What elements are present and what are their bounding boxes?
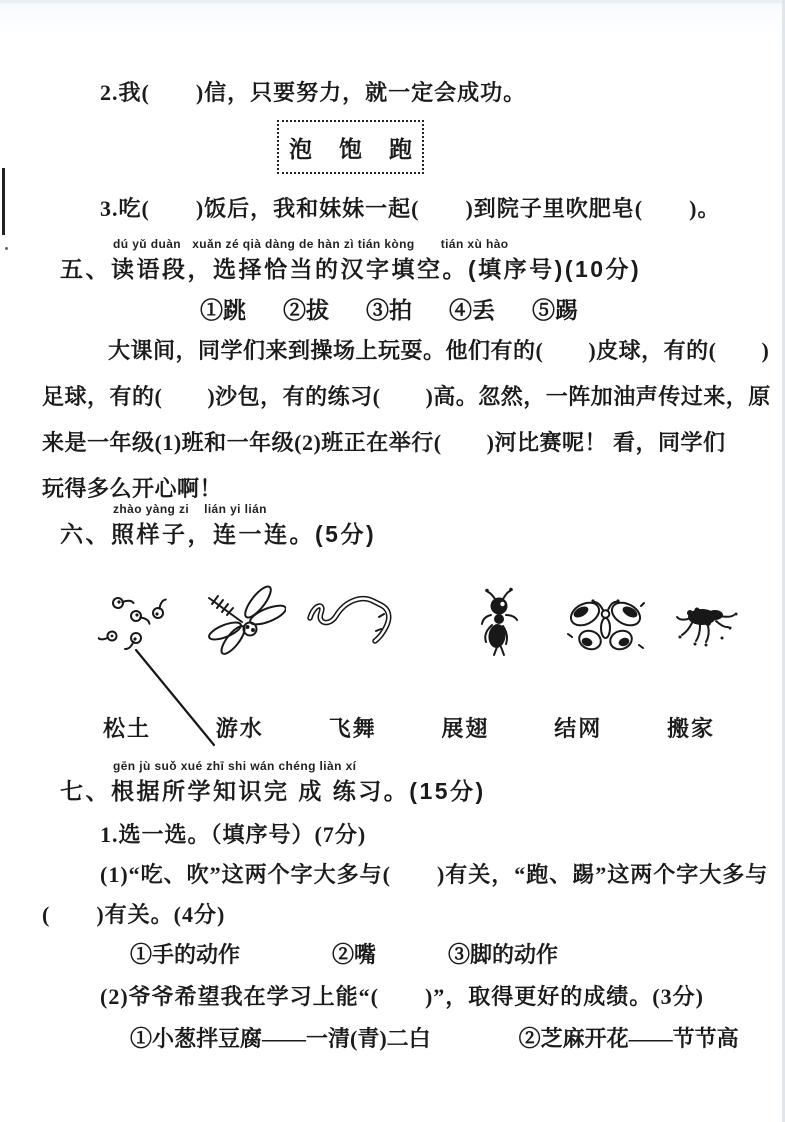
option-item: ①小葱拌豆腐——一清(青)二白 xyxy=(130,1026,431,1051)
question-7-1-2-line: (2)爷爷希望我在学习上能“( )”，取得更好的成绩。(3分) xyxy=(100,984,704,1009)
question-7-1-1-line2: ( )有关。(4分) xyxy=(42,902,226,927)
question-7-1-2-options xyxy=(130,1022,739,1053)
section-6-title: 六、照样子，连一连。(5分) xyxy=(60,521,377,547)
butterfly-image xyxy=(565,561,647,691)
char-bank-box xyxy=(277,120,424,174)
char-bank-item: 跑 xyxy=(389,136,412,162)
option-item: ②拔 xyxy=(283,298,329,323)
option-item: ④丢 xyxy=(449,298,495,323)
match-label-feiwu: 飞舞 xyxy=(328,716,377,741)
option-item: ③拍 xyxy=(366,298,412,323)
question-7-1-title: 1.选一选。（填序号）(7分) xyxy=(100,822,367,847)
char-bank-item: 泡 xyxy=(289,136,312,162)
match-label-zhanchi: 展翅 xyxy=(441,716,490,741)
scan-edge-top xyxy=(0,0,785,3)
question-7-1-1-line1: (1)“吃、吹”这两个字大多与( )有关，“跑、踢”这两个字大多与 xyxy=(100,862,769,887)
option-item: ②嘴 xyxy=(332,942,377,967)
option-item: ⑤踢 xyxy=(532,298,578,323)
ant-image xyxy=(478,549,524,693)
section-5-title: 五、读语段，选择恰当的汉字填空。(填序号)(10分) xyxy=(60,256,642,282)
option-item: ①跳 xyxy=(200,298,246,323)
passage-line: 玩得多么开心啊！ xyxy=(42,476,223,501)
scan-mark-left xyxy=(2,168,5,235)
match-label-banjia: 搬家 xyxy=(666,716,715,741)
section-5-options xyxy=(200,292,578,325)
spider-image xyxy=(672,567,740,689)
option-item: ②芝麻开花——节节高 xyxy=(518,1026,739,1051)
question-2-line: 2.我( )信，只要努力，就一定会成功。 xyxy=(100,80,527,105)
match-label-jiewang: 结网 xyxy=(554,716,603,741)
scan-tint-top xyxy=(0,0,785,34)
passage-line: 来是一年级(1)班和一年级(2)班正在举行( )河比赛呢！ 看，同学们 xyxy=(42,430,726,455)
section-7-title: 七、根据所学知识完 成 练习。(15分) xyxy=(60,778,486,804)
match-label-youshui: 游水 xyxy=(215,716,264,741)
match-labels-row xyxy=(103,712,715,743)
earthworm-image xyxy=(303,550,409,686)
section-7-pinyin: gēn jù suǒ xué zhī shi wán chéng liàn xí xyxy=(113,759,357,773)
question-3-line: 3.吃( )饭后，我和妹妹一起( )到院子里吹肥皂( )。 xyxy=(100,196,721,221)
section-5-passage xyxy=(42,334,771,518)
match-label-songtu: 松土 xyxy=(103,716,152,741)
option-item: ①手的动作 xyxy=(130,942,241,967)
scan-dot-left xyxy=(5,247,8,250)
char-bank-item: 饱 xyxy=(339,136,362,162)
option-item: ③脚的动作 xyxy=(448,942,559,967)
passage-line: 足球，有的( )沙包，有的练习( )高。忽然，一阵加油声传过来，原 xyxy=(42,384,771,409)
passage-line: 大课间，同学们来到操场上玩耍。他们有的( )皮球，有的( ) xyxy=(108,338,770,363)
section-5-pinyin: dú yǔ duàn xuǎn zé qià dàng de hàn zì tián kòng tián xù hào xyxy=(113,237,509,251)
question-7-1-1-options xyxy=(130,938,558,969)
section-6-pinyin: zhào yàng zi lián yi lián xyxy=(113,502,267,516)
